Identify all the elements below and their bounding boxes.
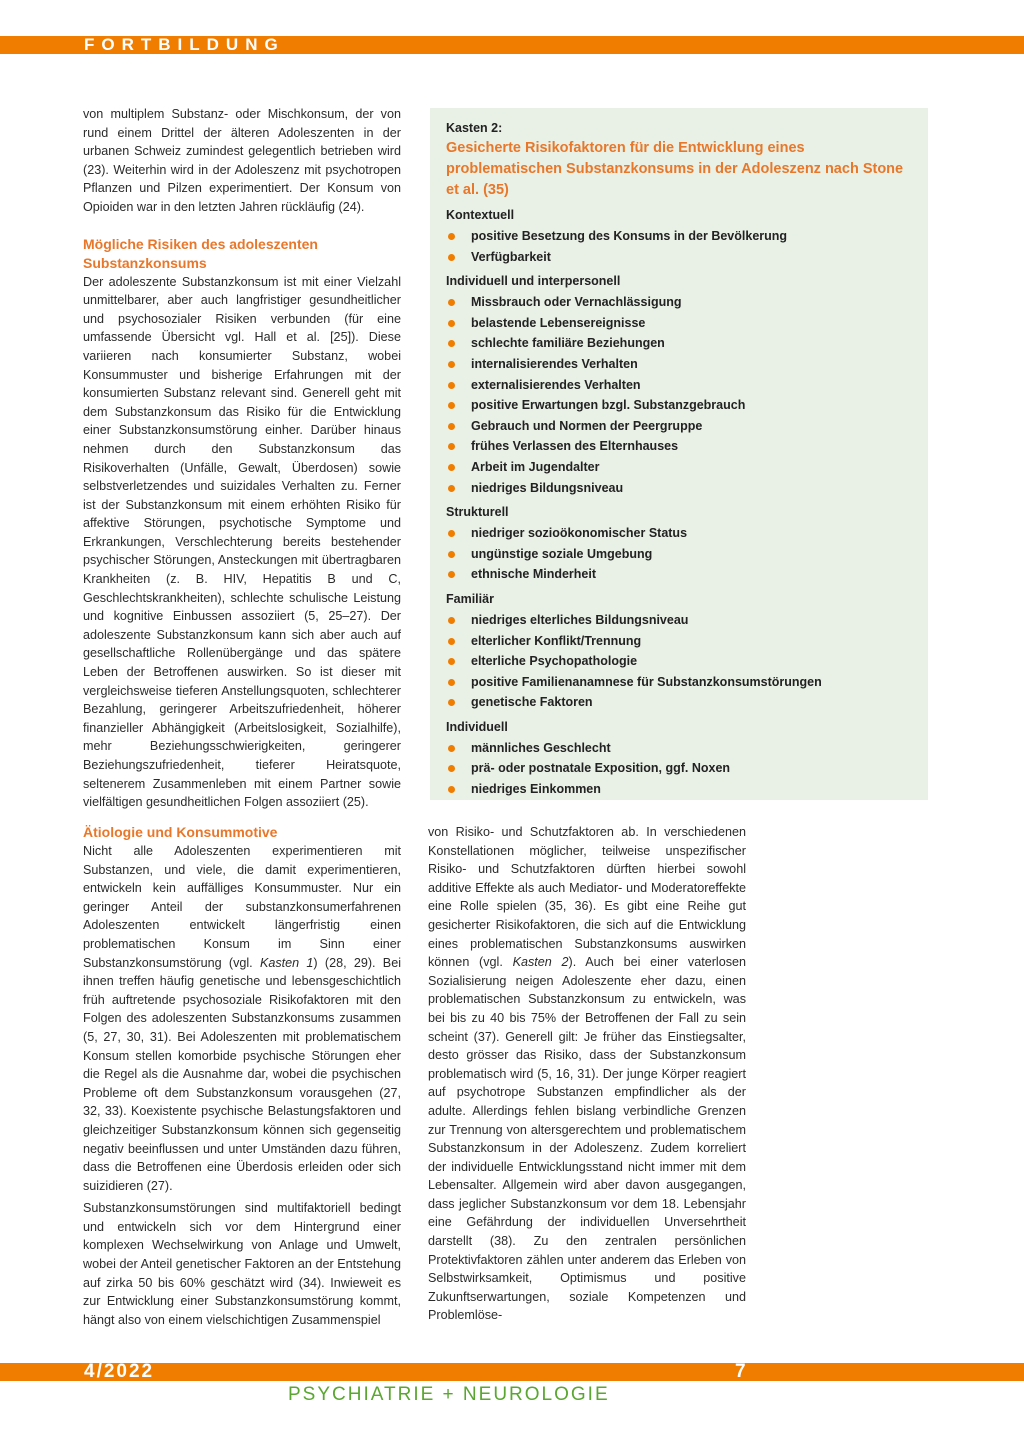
- risk-factor-text: genetische Faktoren: [471, 695, 593, 710]
- risk-factor-groups: [446, 207, 916, 800]
- risk-factor-text: Arbeit im Jugendalter: [471, 459, 600, 474]
- risk-factor-text: Missbrauch oder Vernachlässigung: [471, 295, 682, 310]
- left-column-top: [83, 105, 401, 812]
- bullet-dot-icon: [448, 658, 455, 665]
- intro-paragraph: von multiplem Substanz- oder Mischkonsum, der von rund einem Drittel der älteren Adoleszenten in der urbanen Schweiz zumindest gelegentlich betrieben wird (23). Weiterhin wird in der Adoleszenz mit psychotropen Pflanzen und Pilzen experimentiert. Der Konsum von Opioiden war in den letzten Jahren rückläufig (24).: [83, 107, 401, 214]
- page-number: 7: [735, 1361, 746, 1382]
- bullet-dot-icon: [448, 320, 455, 327]
- bullet-dot-icon: [448, 485, 455, 492]
- risk-factor-text: niedriges Bildungsniveau: [471, 480, 624, 495]
- risks-paragraph: Der adoleszente Substanzkonsum ist mit einer Vielzahl unmittelbarer, aber auch langfristiger gesundheitlicher und psychosozialer Risiken verbunden (für eine umfassende Übersicht vgl. Hall et al. [25]). Diese variieren nach konsumierter Substanz, wobei Konsummuster und bisherige Erfahrungen mit der konsumierten Substanz relevant sind. Generell geht mit dem Substanzkonsum das Risiko für die Entwicklung einer Substanzkonsumstörung einher. Darüber hinaus nehmen durch den Substanzkonsum das Risikoverhalten (Unfälle, Gewalt, Überdosen) sowie selbstverletzendes und suizidales Verhalten zu. Ferner ist der Substanzkonsum mit einem erhöhten Risiko für affektive Störungen, psychotische Symptome und Erkrankungen, Verschlechterung bereits bestehender psychischer Störungen, Ansteckungen mit übertragbaren Krankheiten (z. B. HIV, Hepatitis B und C, Geschlechtskrankheiten), schlechte schulische Leistung und kognitive Einbussen assoziiert (5, 25–27). Der adoleszente Substanzkonsum kann sich aber auch auf gesellschaftliche Rollenübergänge und das spätere Leben der Betroffenen auswirken. So ist dieser mit vergleichsweise tieferen Anstellungsquoten, schlechterer Bezahlung, geringerer Arbeitszufriedenheit, höherer finanzieller Abhängigkeit (Arbeitslosigkeit, Sozialhilfe), mehr Beziehungsschwierigkeiten, geringerer Beziehungszufriedenheit, tieferer Heiratsquote, seltenerem Zusammenleben mit einem Partner sowie vielfältigen gesundheitlichen Folgen assoziiert (25).: [83, 274, 401, 810]
- bullet-dot-icon: [448, 402, 455, 409]
- risk-factor-item: [446, 738, 916, 759]
- bullet-dot-icon: [448, 423, 455, 430]
- risk-factor-text: belastende Lebensereignisse: [471, 315, 646, 330]
- risk-factor-item: [446, 375, 916, 396]
- risk-factor-text: männliches Geschlecht: [471, 740, 611, 755]
- risk-factor-list: [446, 738, 916, 800]
- bullet-dot-icon: [448, 340, 455, 347]
- risk-factor-text: ethnische Minderheit: [471, 567, 597, 582]
- risk-factor-text: niedriger sozioökonomischer Status: [471, 526, 688, 541]
- risk-factor-text: Gebrauch und Normen der Peergruppe: [471, 418, 703, 433]
- group-heading: Individuell: [446, 719, 508, 734]
- risk-factor-text: Verfügbarkeit: [471, 249, 551, 264]
- risk-factor-item: [446, 292, 916, 313]
- risk-factor-list: [446, 610, 916, 713]
- risk-factor-item: [446, 457, 916, 478]
- group-heading: Individuell und interpersonell: [446, 274, 621, 289]
- kasten-1-ref: Kasten 1: [259, 955, 314, 970]
- risk-factor-text: niedriges Einkommen: [471, 782, 601, 797]
- risk-factor-item: [446, 758, 916, 779]
- issue-number: 4/2022: [84, 1361, 155, 1382]
- etiology-paragraph-1: Nicht alle Adoleszenten experimentieren mit Substanzen, und viele, die damit experimentieren, entwickeln kein auffälliges Konsummuster. Nur ein geringer Anteil der substanzkonsumerfahrenen Adoleszenten entwickelt längerfristig einen problematischen Konsum im Sinn einer Substanzkonsumstörung (vgl. Kasten 1) (28, 29). Bei ihnen treffen häufig genetische und lebensgeschichtlich früh auftretende psychosoziale Risikofaktoren mit den Folgen des adoleszenten Substanzkonsums zusammen (5, 27, 30, 31). Bei Adoleszenten mit problematischem Konsum stellen komorbide psychische Störungen eher die Regel als die Ausnahme dar, wobei die psychischen Probleme oft dem Substanzkonsum vorausgehen (27, 32, 33). Koexistente psychische Belastungsfaktoren und gleichzeitiger Substanzkonsum können sich gegenseitig negativ beeinflussen und unter Umständen dazu führen, dass die Betroffenen eine Überdosis erleiden oder sich suizidieren (27).: [83, 844, 402, 1193]
- right-column-bottom: [428, 823, 746, 1325]
- risk-factor-text: internalisierendes Verhalten: [471, 356, 638, 371]
- bullet-dot-icon: [448, 617, 455, 624]
- bullet-dot-icon: [448, 299, 455, 306]
- risk-factor-text: positive Familienanamnese für Substanzkonsumstörungen: [471, 674, 822, 689]
- bullet-dot-icon: [448, 361, 455, 368]
- risk-factor-text: schlechte familiäre Beziehungen: [471, 336, 665, 351]
- risk-factor-item: [446, 436, 916, 457]
- risk-factor-item: [446, 564, 916, 585]
- risk-factor-list: [446, 523, 916, 585]
- risk-factor-text: positive Besetzung des Konsums in der Bevölkerung: [471, 229, 788, 243]
- bullet-dot-icon: [448, 254, 455, 261]
- risk-factor-item: [446, 672, 916, 693]
- risk-factor-text: externalisierendes Verhalten: [471, 377, 641, 392]
- group-heading: Strukturell: [446, 505, 509, 520]
- bullet-dot-icon: [448, 699, 455, 706]
- journal-name: PSYCHIATRIE + NEUROLOGIE: [288, 1384, 610, 1405]
- box-title: Gesicherte Risikofaktoren für die Entwicklung eines problematischen Substanzkonsums in der Adoleszenz nach Stone et al. (35): [446, 140, 904, 198]
- bullet-dot-icon: [448, 679, 455, 686]
- risk-factor-text: ungünstige soziale Umgebung: [471, 546, 653, 561]
- bullet-dot-icon: [448, 530, 455, 537]
- bullet-dot-icon: [448, 551, 455, 558]
- bullet-dot-icon: [448, 382, 455, 389]
- risk-factor-item: [446, 478, 916, 499]
- etiology-paragraph-2: Substanzkonsumstörungen sind multifaktoriell bedingt und entwickeln sich vor dem Hintergrund einer komplexen Wechselwirkung von Anlage und Umwelt, wobei der Anteil genetischer Faktoren an der Entstehung auf zirka 50 bis 60% geschätzt wird (34). Inwieweit es zur Entwicklung einer Substanzkonsumstörung kommt, hängt also von einem vielschichtigen Zusammenspiel: [83, 1201, 401, 1327]
- left-column-bottom: [83, 823, 401, 1329]
- risk-factor-text: niedriges elterliches Bildungsniveau: [471, 612, 689, 627]
- bullet-dot-icon: [448, 233, 455, 240]
- risk-factor-item: [446, 631, 916, 652]
- risk-factor-text: prä- oder postnatale Exposition, ggf. Noxen: [471, 761, 731, 776]
- risks-heading: Mögliche Risiken des adoleszenten Substanzkonsums: [83, 235, 318, 271]
- kasten-2-ref: Kasten 2: [512, 955, 569, 970]
- risk-factor-item: [446, 226, 916, 247]
- risk-factor-item: [446, 651, 916, 672]
- risk-factor-item: [446, 779, 916, 800]
- risk-factor-item: [446, 523, 916, 544]
- continuation-paragraph: von Risiko- und Schutzfaktoren ab. In verschiedenen Konstellationen möglicher, teilweise unspezifischer Risiko- und Schutzfaktoren dürften hierbei sowohl additive Effekte als auch Mediator- und Moderatoreffekte eine Rolle spielen (35, 36). Es gibt eine Reihe gut gesicherter Risikofaktoren, die sich auf die Entwicklung eines problematischen Substanzkonsums auswirken können (vgl. Kasten 2). Auch bei einer vaterlosen Sozialisierung neigen Adoleszente eher dazu, einen problematischen Substanzkonsum zu entwickeln, was bei bis zu 40 bis 75% der Betroffenen der Fall zu sein scheint (37). Generell gilt: Je früher das Einstiegsalter, desto grösser das Risiko, dass der Substanzkonsum problematisch wird (5, 16, 31). Der junge Körper reagiert auf psychotrope Substanzen empfindlicher als der adulte. Allerdings fehlen bislang verbindliche Grenzen zur Trennung von altersgerechtem und problematischem Substanzkonsum in der Adoleszenz. Zudem korreliert der individuelle Entwicklungsstand nicht immer mit dem Lebensalter. Allgemein wird aber davon ausgegangen, dass jeglicher Substanzkonsum vor dem 18. Lebensjahr eine Gefährdung der individuellen Unversehrtheit darstellt (38). Zu den zentralen persönlichen Protektivfaktoren zählen unter anderem das Erleben von Selbstwirksamkeit, Optimismus und positive Zukunftserwartungen, soziale Kompetenzen und Problemlöse-: [428, 825, 746, 1323]
- risk-factor-text: frühes Verlassen des Elternhauses: [471, 439, 679, 454]
- risk-factor-list: [446, 292, 916, 498]
- bullet-dot-icon: [448, 464, 455, 471]
- risk-factor-item: [446, 395, 916, 416]
- risk-factor-item: [446, 247, 916, 268]
- box-label: Kasten 2:: [446, 121, 503, 135]
- bullet-dot-icon: [448, 745, 455, 752]
- group-heading: Familiär: [446, 591, 494, 606]
- risk-factor-text: positive Erwartungen bzgl. Substanzgebrauch: [471, 398, 746, 413]
- risk-factor-item: [446, 313, 916, 334]
- risk-factor-list: [446, 226, 916, 267]
- risk-factor-item: [446, 610, 916, 631]
- section-label: FORTBILDUNG: [84, 35, 285, 54]
- risk-factor-item: [446, 544, 916, 565]
- bullet-dot-icon: [448, 443, 455, 450]
- bullet-dot-icon: [448, 571, 455, 578]
- risk-factor-item: [446, 354, 916, 375]
- bullet-dot-icon: [448, 765, 455, 772]
- risk-factor-item: [446, 692, 916, 713]
- risk-factor-item: [446, 333, 916, 354]
- bullet-dot-icon: [448, 638, 455, 645]
- bullet-dot-icon: [448, 786, 455, 793]
- info-box-kasten-2: [430, 108, 928, 800]
- risk-factor-item: [446, 416, 916, 437]
- risk-factor-text: elterliche Psychopathologie: [471, 654, 638, 669]
- risk-factor-text: elterlicher Konflikt/Trennung: [471, 633, 642, 648]
- group-heading: Kontextuell: [446, 208, 515, 222]
- etiology-heading: Ätiologie und Konsummotive: [83, 824, 278, 840]
